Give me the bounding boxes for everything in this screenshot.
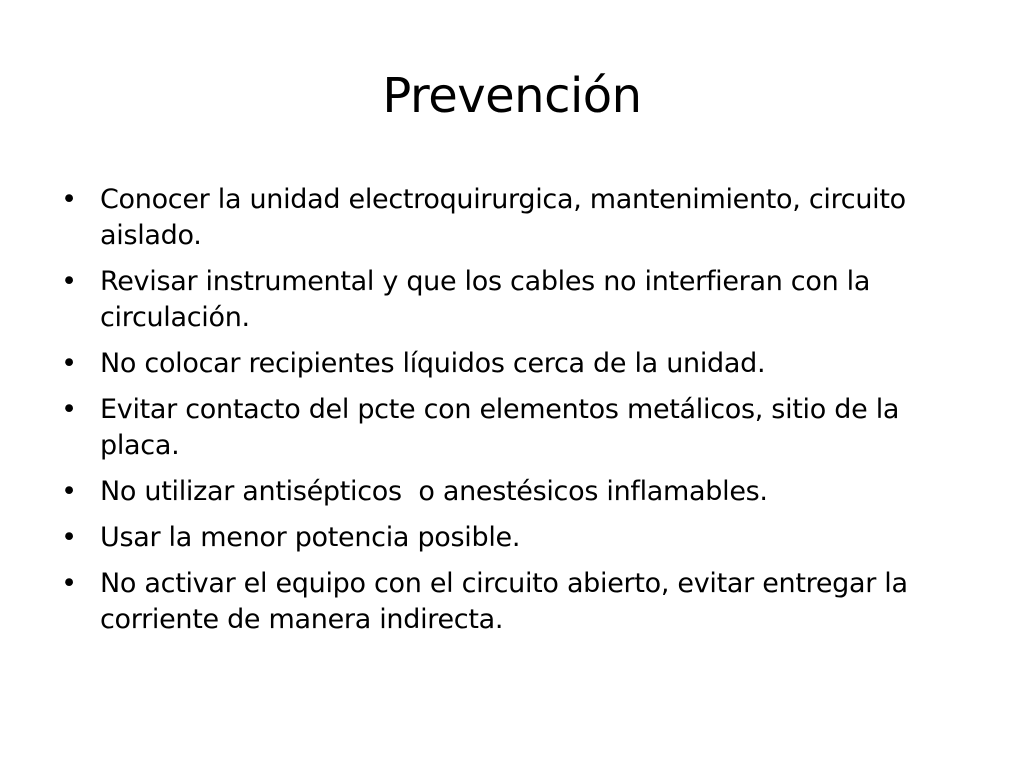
bullet-dot-icon: • [61,476,77,507]
bullet-text: No colocar recipientes líquidos cerca de la unidad. [100,348,766,379]
bullet-item [58,346,970,382]
bullet-item [58,392,970,464]
bullet-dot-icon: • [61,184,77,215]
bullet-item [58,520,970,556]
bullet-text: Conocer la unidad electroquirurgica, mantenimiento, circuito aislado. [100,184,906,251]
bullet-dot-icon: • [61,266,77,297]
bullet-text: Usar la menor potencia posible. [100,522,521,553]
bullet-dot-icon: • [61,568,77,599]
bullet-item [58,566,970,638]
bullet-item [58,474,970,510]
bullet-dot-icon: • [61,394,77,425]
slide-title: Prevención [382,68,642,124]
bullet-item [58,182,970,254]
bullet-dot-icon: • [61,522,77,553]
bullet-text: Revisar instrumental y que los cables no interfieran con la circulación. [100,266,871,333]
bullet-text: No utilizar antisépticos o anestésicos inflamables. [100,476,768,507]
bullet-item [58,264,970,336]
bullet-list [58,182,970,648]
bullet-dot-icon: • [61,348,77,379]
bullet-text: Evitar contacto del pcte con elementos metálicos, sitio de la placa. [100,394,900,461]
bullet-text: No activar el equipo con el circuito abierto, evitar entregar la corriente de manera indirecta. [100,568,908,635]
